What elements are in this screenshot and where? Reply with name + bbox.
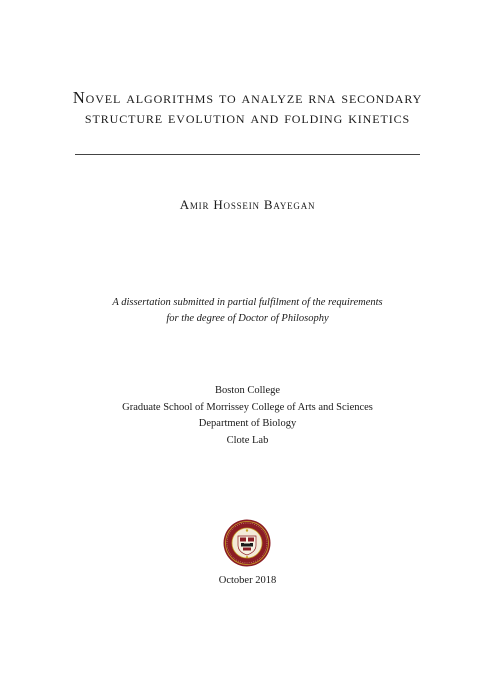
- dissertation-statement-line-2: for the degree of Doctor of Philosophy: [166, 313, 329, 324]
- submission-date: October 2018: [218, 575, 277, 586]
- dissertation-statement-line-1: A dissertation submitted in partial fulfilment of the requirements: [112, 297, 383, 308]
- department-name: Department of Biology: [198, 418, 297, 429]
- title-divider: [75, 154, 420, 155]
- thesis-title: [0, 88, 495, 128]
- thesis-title-line-1: Novel algorithms to analyze rna secondary: [72, 88, 423, 107]
- lab-name: Clote Lab: [226, 434, 269, 446]
- graduate-school-name: Graduate School of Morrissey College of Arts and Sciences: [122, 401, 373, 413]
- dissertation-statement: [0, 295, 495, 327]
- institution-block: [0, 383, 495, 449]
- thesis-title-line-2: structure evolution and folding kinetics: [84, 108, 411, 127]
- university-name: Boston College: [214, 385, 281, 396]
- boston-college-seal-icon: [223, 519, 271, 567]
- author-name: Amir Hossein Bayegan: [179, 197, 316, 212]
